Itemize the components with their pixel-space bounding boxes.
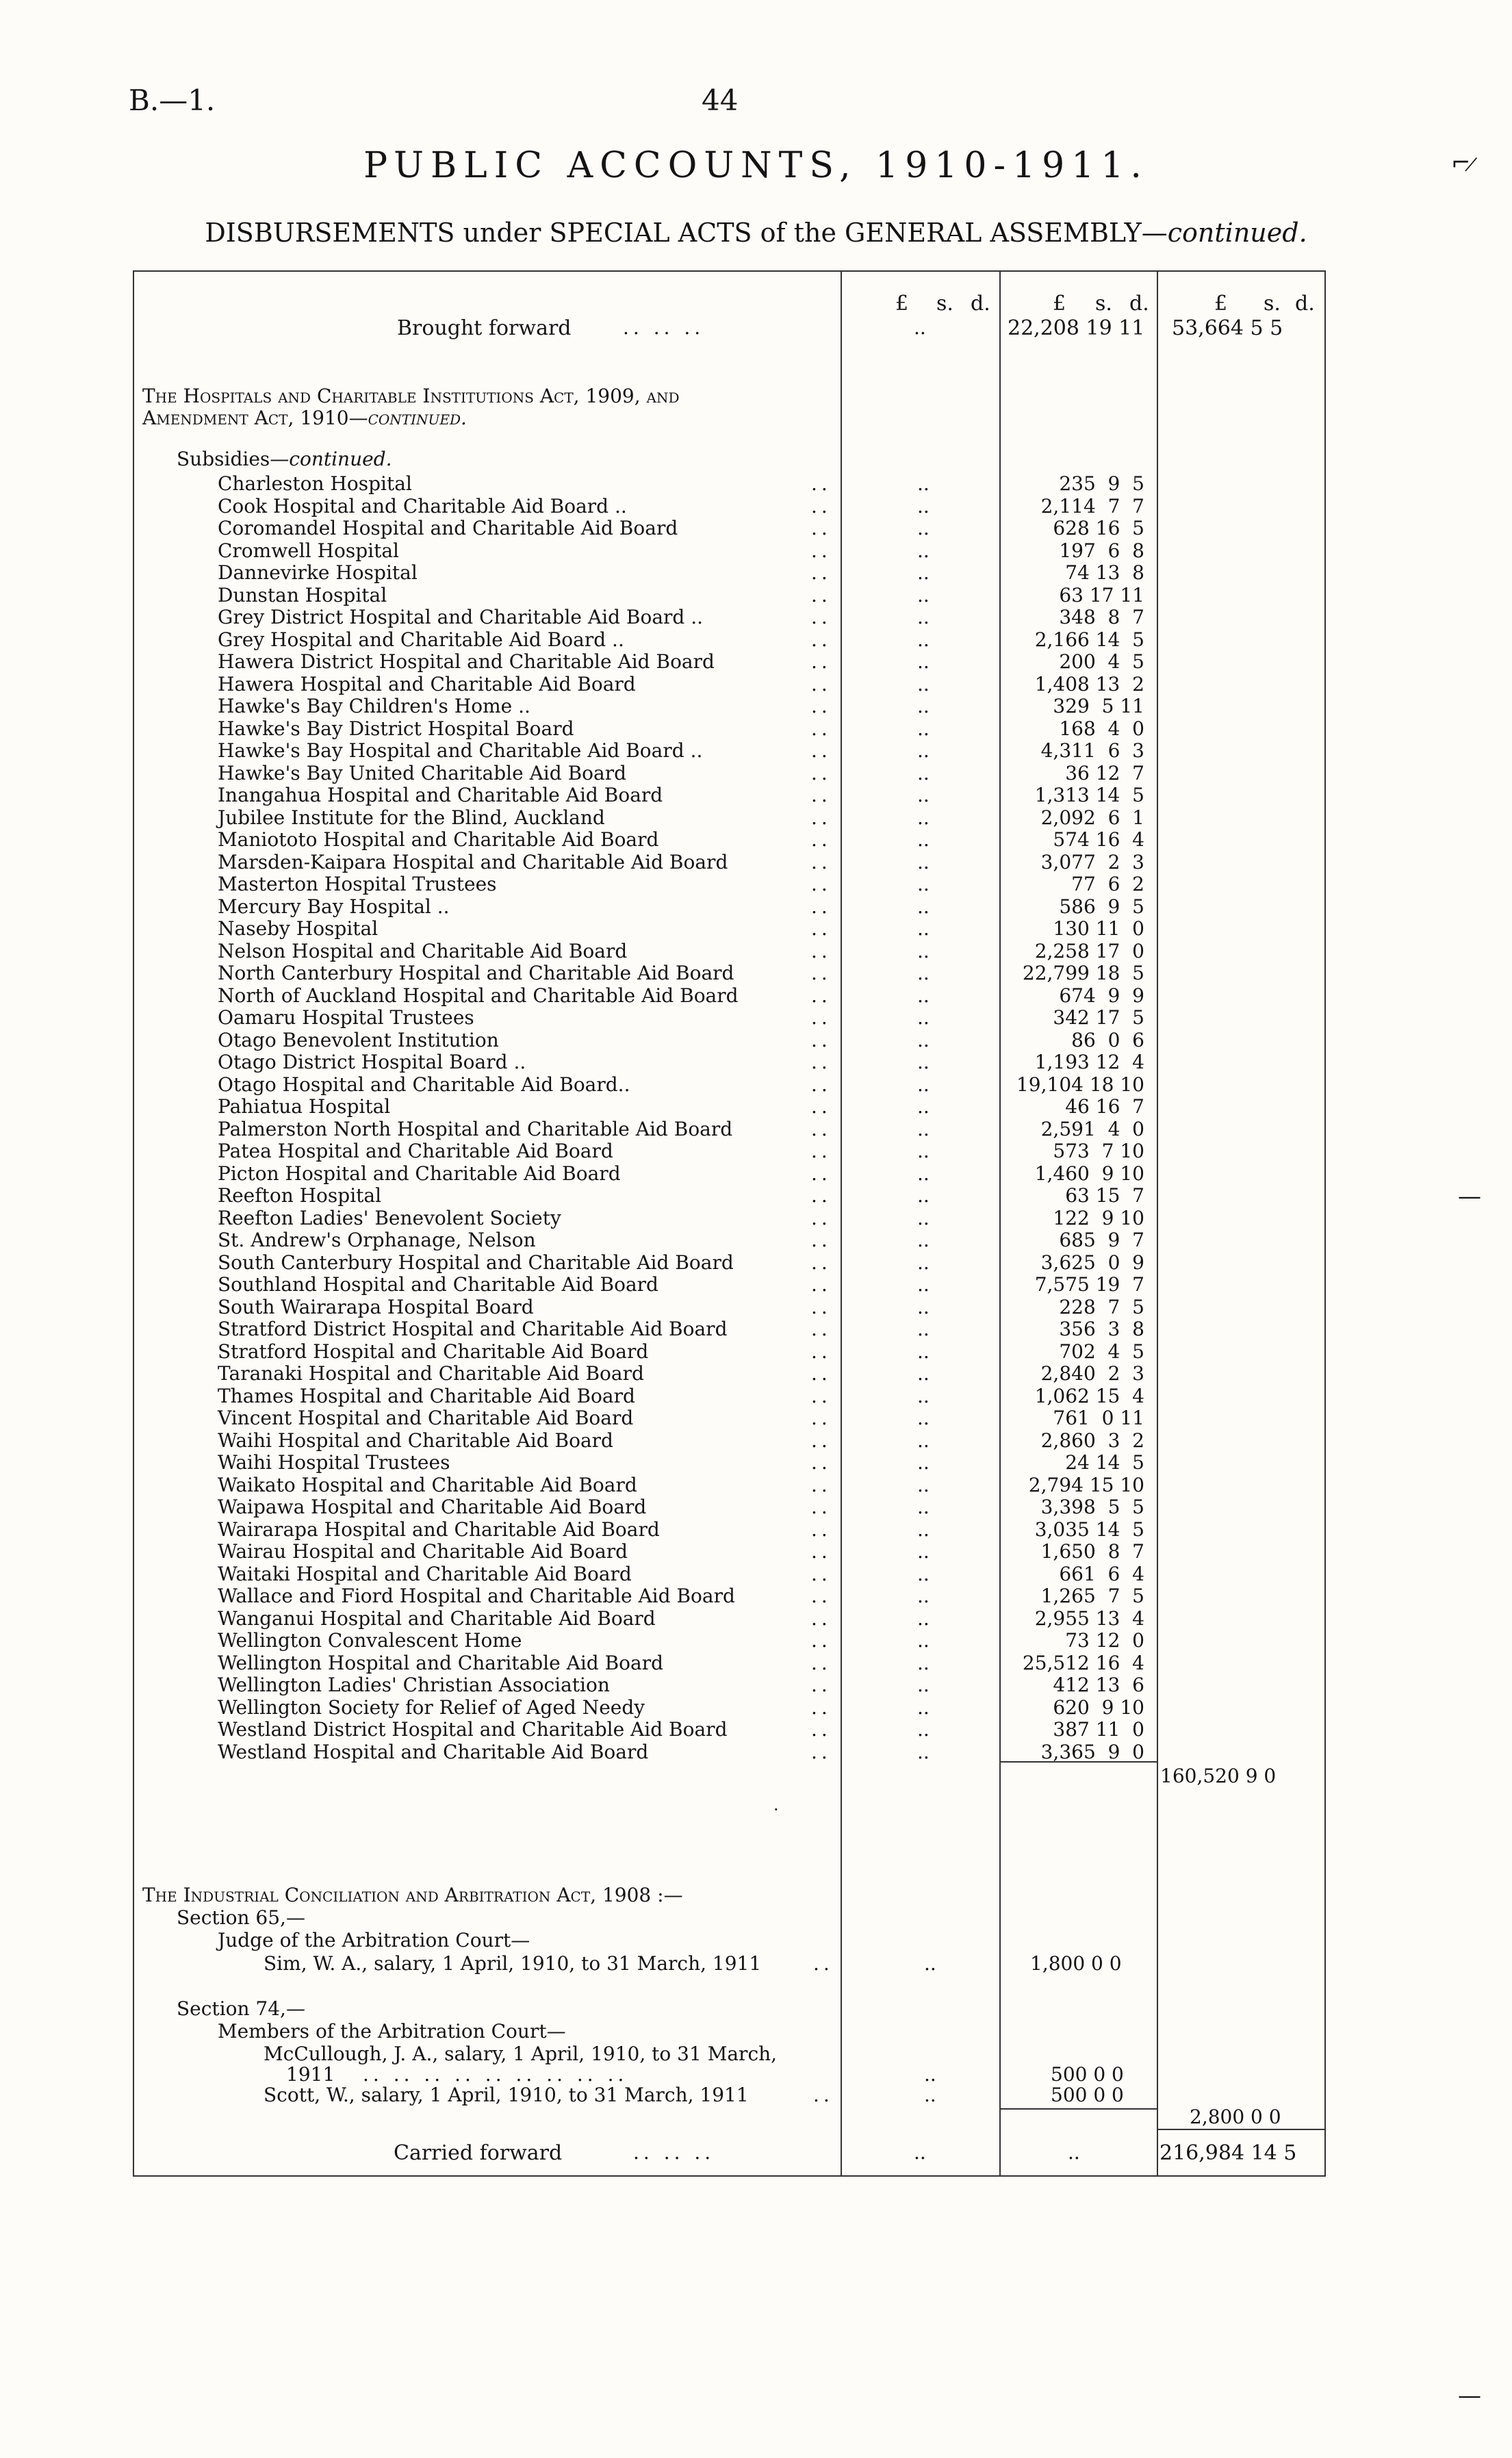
leader-dots: .. xyxy=(811,917,832,940)
leader-dots: .. xyxy=(811,962,832,984)
subsidy-amount: 197 6 8 xyxy=(1059,539,1144,562)
leader-dots: .. xyxy=(811,1073,832,1096)
leader-dots: .. xyxy=(811,1296,832,1318)
section74-label: Section 74,— xyxy=(177,1997,305,2020)
subsidy-amount: 2,860 3 2 xyxy=(1040,1429,1144,1452)
leader-dots: .. .. .. .. .. .. .. .. .. xyxy=(363,2063,628,2086)
scott-amount: 500 0 0 xyxy=(1051,2084,1124,2106)
subsidy-name: Hawke's Bay Hospital and Charitable Aid Board .. xyxy=(218,739,703,762)
subsidy-amount: 200 4 5 xyxy=(1059,650,1144,673)
leader-dots: .. xyxy=(811,628,832,651)
dots-col1: .. xyxy=(917,851,930,873)
subsidy-amount: 674 9 9 xyxy=(1059,984,1144,1007)
subsidy-amount: 25,512 16 4 xyxy=(1022,1652,1144,1674)
leader-dots: .. xyxy=(811,984,832,1007)
subsidy-amount: 1,062 15 4 xyxy=(1034,1385,1144,1407)
subsidy-amount: 168 4 0 xyxy=(1059,717,1144,740)
subsidy-name: Waitaki Hospital and Charitable Aid Board xyxy=(218,1563,632,1585)
subsidy-amount: 586 9 5 xyxy=(1059,895,1144,918)
subsidy-name: Otago District Hospital Board .. xyxy=(218,1051,526,1073)
dots-col1: .. xyxy=(917,917,930,940)
mccullough-line1: McCullough, J. A., salary, 1 April, 1910, to 31 March, xyxy=(264,2043,778,2065)
dots-col1: .. xyxy=(917,1407,930,1429)
subsidy-name: Stratford Hospital and Charitable Aid Board xyxy=(218,1340,649,1363)
leader-dots: .. xyxy=(811,695,832,717)
dots-col1: .. xyxy=(917,895,930,918)
col2-pence-head: d. xyxy=(1129,292,1149,316)
dots-col1: .. xyxy=(917,673,930,695)
subsidy-name: Vincent Hospital and Charitable Aid Board xyxy=(218,1407,634,1429)
leader-dots: .. .. .. xyxy=(633,2141,715,2164)
subsidy-name: Wanganui Hospital and Charitable Aid Board xyxy=(218,1607,656,1630)
leader-dots: .. xyxy=(811,717,832,740)
subsidy-name: Reefton Hospital xyxy=(218,1184,382,1207)
dots-col1: .. xyxy=(917,1006,930,1029)
subsidy-amount: 2,258 17 0 xyxy=(1034,940,1144,962)
dots-col1: .. xyxy=(917,584,930,606)
leader-dots: .. xyxy=(811,895,832,918)
dots-col1: .. xyxy=(917,1340,930,1363)
subsidy-name: South Canterbury Hospital and Charitable Aid Board xyxy=(218,1251,734,1274)
leader-dots: .. xyxy=(811,1273,832,1296)
leader-dots: .. xyxy=(811,1362,832,1385)
act1-total: 160,520 9 0 xyxy=(1160,1765,1277,1787)
subsidy-name: Inangahua Hospital and Charitable Aid Board xyxy=(218,784,663,806)
leader-dots: .. xyxy=(811,561,832,584)
subsidy-amount: 63 15 7 xyxy=(1065,1184,1144,1207)
subsidy-amount: 342 17 5 xyxy=(1053,1006,1144,1029)
dots-col1: .. xyxy=(917,873,930,895)
subsidy-name: Maniototo Hospital and Charitable Aid Board xyxy=(218,828,659,851)
table-bottom-rule xyxy=(133,2175,1326,2177)
subsidy-name: Wellington Hospital and Charitable Aid Board xyxy=(218,1652,664,1674)
mccullough-amount: 500 0 0 xyxy=(1051,2063,1124,2086)
subsidy-name: Cook Hospital and Charitable Aid Board .. xyxy=(218,495,627,517)
dots-col1: .. xyxy=(917,1140,930,1162)
members-label: Members of the Arbitration Court— xyxy=(218,2020,566,2043)
subsidy-name: Dunstan Hospital xyxy=(218,584,387,606)
subsidy-amount: 1,193 12 4 xyxy=(1034,1051,1144,1073)
subtitle-main: DISBURSEMENTS under SPECIAL ACTS of the GENERAL ASSEMBLY— xyxy=(205,218,1168,248)
subsidy-amount: 702 4 5 xyxy=(1059,1340,1144,1363)
dots-col1: .. xyxy=(917,1073,930,1096)
dots-col1: .. xyxy=(917,1184,930,1207)
dots-col1: .. xyxy=(917,472,930,495)
leader-dots: .. xyxy=(811,1385,832,1407)
subsidies-main: Subsidies— xyxy=(177,448,290,470)
subsidy-amount: 1,650 8 7 xyxy=(1040,1540,1144,1563)
leader-dots: .. xyxy=(811,517,832,539)
subsidies-italic: continued. xyxy=(289,448,392,470)
dots-col1: .. xyxy=(917,1095,930,1118)
subsidy-name: Picton Hospital and Charitable Aid Board xyxy=(218,1162,621,1185)
subsidy-name: South Wairarapa Hospital Board xyxy=(218,1296,534,1318)
leader-dots: .. xyxy=(811,1051,832,1073)
subsidy-name: Thames Hospital and Charitable Aid Board xyxy=(218,1385,635,1407)
brought-forward-col3: 53,664 5 5 xyxy=(1172,316,1283,340)
subsidy-name: Hawke's Bay United Charitable Aid Board xyxy=(218,762,627,784)
subsidy-amount: 3,077 2 3 xyxy=(1040,851,1144,873)
subsidy-name: Charleston Hospital xyxy=(218,472,412,495)
subsidy-amount: 3,398 5 5 xyxy=(1040,1496,1144,1518)
subsidy-name: Hawke's Bay District Hospital Board xyxy=(218,717,574,740)
leader-dots: .. xyxy=(811,1585,832,1607)
subsidy-amount: 2,794 15 10 xyxy=(1028,1474,1144,1496)
subsidy-name: Wairarapa Hospital and Charitable Aid Board xyxy=(218,1518,660,1541)
dots-col1: .. xyxy=(917,717,930,740)
leader-dots: .. xyxy=(811,1652,832,1674)
dots-col1: .. xyxy=(917,1540,930,1563)
table-left-rule xyxy=(133,270,134,2177)
subsidy-name: Hawke's Bay Children's Home .. xyxy=(218,695,530,717)
leader-dots: .. xyxy=(811,1607,832,1630)
leader-dots: .. xyxy=(811,851,832,873)
dots-col1: .. xyxy=(917,1429,930,1452)
dots-col1: .. xyxy=(917,762,930,784)
col3-pound-head: £ xyxy=(1214,292,1228,316)
subsidy-amount: 573 7 10 xyxy=(1053,1140,1144,1162)
leader-dots: .. xyxy=(811,1184,832,1207)
dots-col1: .. xyxy=(917,1741,930,1763)
subsidy-name: Jubilee Institute for the Blind, Auckland xyxy=(218,806,605,829)
subsidy-name: Grey District Hospital and Charitable Aid Board .. xyxy=(218,606,704,628)
dots-col1: .. xyxy=(917,1652,930,1674)
leader-dots: .. xyxy=(811,1207,832,1229)
leader-dots: .. xyxy=(811,1429,832,1452)
judge-label: Judge of the Arbitration Court— xyxy=(218,1929,530,1951)
dots-col1: .. xyxy=(917,1563,930,1585)
subsidy-name: Wellington Ladies' Christian Association xyxy=(218,1674,610,1696)
subsidy-name: Patea Hospital and Charitable Aid Board xyxy=(218,1140,613,1162)
subsidy-name: Hawera District Hospital and Charitable Aid Board xyxy=(218,650,715,673)
subsidy-amount: 19,104 18 10 xyxy=(1016,1073,1144,1096)
subsidy-amount: 628 16 5 xyxy=(1053,517,1144,539)
subsidy-name: Grey Hospital and Charitable Aid Board .. xyxy=(218,628,624,651)
carried-forward-col3: 216,984 14 5 xyxy=(1159,2141,1297,2165)
subsidy-name: North of Auckland Hospital and Charitable Aid Board xyxy=(218,984,739,1007)
subsidy-name: Taranaki Hospital and Charitable Aid Board xyxy=(218,1362,644,1385)
dots-col1: .. xyxy=(917,1162,930,1185)
leader-dots: .. xyxy=(811,1718,832,1741)
leader-dots: .. xyxy=(811,739,832,762)
leader-dots: .. xyxy=(811,1006,832,1029)
dots-col1: .. xyxy=(917,1229,930,1251)
dots-col1: .. xyxy=(917,1451,930,1474)
subsidy-name: Palmerston North Hospital and Charitable Aid Board xyxy=(218,1118,733,1140)
subsidy-amount: 1,460 9 10 xyxy=(1034,1162,1144,1185)
subsidy-name: Waikato Hospital and Charitable Aid Board xyxy=(218,1474,637,1496)
leader-dots: .. xyxy=(811,650,832,673)
leader-dots: .. xyxy=(811,1674,832,1696)
subsidy-amount: 574 16 4 xyxy=(1053,828,1144,851)
page-reference: B.—1. xyxy=(129,84,216,117)
subsidy-name: Westland Hospital and Charitable Aid Board xyxy=(218,1741,649,1763)
act1-title-line2-main: Amendment Act, 1910— xyxy=(142,407,368,429)
mccullough-line2: 1911 xyxy=(286,2063,335,2086)
dots-col1: .. xyxy=(917,1518,930,1541)
subsidy-amount: 661 6 4 xyxy=(1059,1563,1144,1585)
subsidy-amount: 130 11 0 xyxy=(1053,917,1144,940)
subsidy-amount: 620 9 10 xyxy=(1053,1696,1144,1719)
act1-subtotal-rule xyxy=(1001,1761,1157,1763)
subsidy-name: Mercury Bay Hospital .. xyxy=(218,895,450,918)
leader-dots: .. xyxy=(811,584,832,606)
subsidy-amount: 2,092 6 1 xyxy=(1040,806,1144,829)
dots-col1: .. xyxy=(917,539,930,562)
leader-dots: .. xyxy=(811,1251,832,1274)
leader-dots: .. xyxy=(811,1118,832,1140)
leader-dots: .. xyxy=(811,1140,832,1162)
subsidy-name: Otago Benevolent Institution xyxy=(218,1029,499,1051)
subsidy-amount: 63 17 11 xyxy=(1059,584,1144,606)
leader-dots: .. xyxy=(811,495,832,517)
leader-dots: .. xyxy=(811,673,832,695)
subsidy-amount: 2,840 2 3 xyxy=(1040,1362,1144,1385)
subtitle-italic: continued. xyxy=(1167,218,1307,248)
subsidy-amount: 3,035 14 5 xyxy=(1034,1518,1144,1541)
leader-dots: .. xyxy=(811,1318,832,1340)
col2-shilling-head: s. xyxy=(1095,292,1112,316)
margin-mark: — xyxy=(1458,1183,1481,1210)
dots-col1: .. xyxy=(917,1362,930,1385)
dots-col1: .. xyxy=(917,606,930,628)
subsidy-name: Oamaru Hospital Trustees xyxy=(218,1006,474,1029)
leader-dots: .. xyxy=(811,806,832,829)
subsidy-amount: 387 11 0 xyxy=(1053,1718,1144,1741)
leader-dots: .. xyxy=(811,1451,832,1474)
subsidy-amount: 77 6 2 xyxy=(1071,873,1144,895)
section65-label: Section 65,— xyxy=(177,1906,305,1929)
subsidy-name: Waihi Hospital Trustees xyxy=(218,1451,450,1474)
subsidy-name: Southland Hospital and Charitable Aid Board xyxy=(218,1273,658,1296)
dots-col1: .. xyxy=(917,1118,930,1140)
col1-shilling-head: s. xyxy=(936,292,953,316)
subsidy-amount: 356 3 8 xyxy=(1059,1318,1144,1340)
col3-shilling-head: s. xyxy=(1264,292,1281,316)
subsidy-amount: 3,365 9 0 xyxy=(1040,1741,1144,1763)
dots-col1: .. xyxy=(917,1629,930,1652)
leader-dots: .. xyxy=(811,1162,832,1185)
subsidy-name: Otago Hospital and Charitable Aid Board.. xyxy=(218,1073,630,1096)
dots-col1: .. xyxy=(917,1029,930,1051)
carried-forward-col1: .. xyxy=(914,2141,926,2164)
dots-col1: .. xyxy=(917,940,930,962)
margin-mark: — xyxy=(1458,2382,1481,2409)
act2-title: The Industrial Conciliation and Arbitration Act, 1908 :— xyxy=(142,1884,683,1906)
subsidy-amount: 73 12 0 xyxy=(1065,1629,1144,1652)
page-subtitle xyxy=(0,218,1512,248)
carried-forward-rule xyxy=(1158,2129,1324,2130)
act1-title-line2-italic: continued. xyxy=(368,407,467,429)
sim-line: Sim, W. A., salary, 1 April, 1910, to 31 March, 1911 xyxy=(264,1952,762,1975)
dots-col1: .. xyxy=(917,561,930,584)
subsidy-name: St. Andrew's Orphanage, Nelson xyxy=(218,1229,536,1251)
subsidy-name: Waipawa Hospital and Charitable Aid Board xyxy=(218,1496,647,1518)
leader-dots: .. xyxy=(811,828,832,851)
scott-line: Scott, W., salary, 1 April, 1910, to 31 March, 1911 xyxy=(264,2084,749,2106)
subsidy-amount: 2,955 13 4 xyxy=(1034,1607,1144,1630)
leader-dots: .. xyxy=(811,1474,832,1496)
subsidy-amount: 685 9 7 xyxy=(1059,1229,1144,1251)
leader-dots: .. xyxy=(811,940,832,962)
col1-pound-head: £ xyxy=(895,292,909,316)
page-number: 44 xyxy=(702,84,739,117)
brought-forward-col2: 22,208 19 11 xyxy=(1008,316,1145,340)
subsidy-amount: 22,799 18 5 xyxy=(1022,962,1144,984)
leader-dots: .. xyxy=(811,1696,832,1719)
subsidy-name: Dannevirke Hospital xyxy=(218,561,418,584)
dots-col1: .. xyxy=(917,628,930,651)
subsidy-amount: 228 7 5 xyxy=(1059,1296,1144,1318)
sim-amount: 1,800 0 0 xyxy=(1030,1952,1122,1975)
leader-dots: .. xyxy=(811,1563,832,1585)
dots-col1: .. xyxy=(917,1585,930,1607)
subsidy-name: Marsden-Kaipara Hospital and Charitable Aid Board xyxy=(218,851,728,873)
dots-col1: .. xyxy=(917,784,930,806)
col2-pound-head: £ xyxy=(1053,292,1066,316)
brought-forward-label: Brought forward xyxy=(397,316,572,340)
page-title: PUBLIC ACCOUNTS, 1910-1911. xyxy=(363,145,1149,186)
dots-col1: .. xyxy=(917,1207,930,1229)
leader-dots: .. xyxy=(811,1229,832,1251)
subsidy-name: Wellington Society for Relief of Aged Needy xyxy=(218,1696,645,1719)
dots-col1: .. xyxy=(917,495,930,517)
table-right-rule xyxy=(1324,270,1326,2177)
subsidy-amount: 2,591 4 0 xyxy=(1040,1118,1144,1140)
subsidy-name: Nelson Hospital and Charitable Aid Board xyxy=(218,940,628,962)
dots-col1: .. xyxy=(924,2084,936,2106)
dots-col1: .. xyxy=(924,2063,936,2086)
dots-col1: .. xyxy=(917,1474,930,1496)
leader-dots: .. xyxy=(811,539,832,562)
subsidies-label xyxy=(177,448,392,470)
dots-col1: .. xyxy=(917,517,930,539)
dots-col1: .. xyxy=(917,739,930,762)
dots-col1: .. xyxy=(917,1296,930,1318)
subsidy-amount: 4,311 6 3 xyxy=(1040,739,1144,762)
leader-dots: .. xyxy=(811,606,832,628)
col1-pence-head: d. xyxy=(971,292,990,316)
subsidy-name: Waihi Hospital and Charitable Aid Board xyxy=(218,1429,613,1452)
subsidy-amount: 235 9 5 xyxy=(1059,472,1144,495)
subsidy-amount: 2,166 14 5 xyxy=(1034,628,1144,651)
subsidy-amount: 3,625 0 9 xyxy=(1040,1251,1144,1274)
table-top-rule xyxy=(133,270,1326,272)
dots-col1: .. xyxy=(917,650,930,673)
subsidy-amount: 46 16 7 xyxy=(1065,1095,1144,1118)
dots-col1: .. xyxy=(924,1952,936,1975)
leader-dots: .. xyxy=(811,784,832,806)
subsidy-name: Hawera Hospital and Charitable Aid Board xyxy=(218,673,636,695)
act1-title-line1: The Hospitals and Charitable Institutions Act, 1909, and xyxy=(142,385,680,407)
leader-dots: .. xyxy=(811,873,832,895)
subsidy-amount: 7,575 19 7 xyxy=(1034,1273,1144,1296)
dots-col1: .. xyxy=(917,1051,930,1073)
subsidy-amount: 329 5 11 xyxy=(1053,695,1144,717)
leader-dots: .. xyxy=(811,1496,832,1518)
leader-dots: .. .. .. xyxy=(623,316,705,339)
subsidy-name: Naseby Hospital xyxy=(218,917,379,940)
subsidy-name: Wellington Convalescent Home xyxy=(218,1629,522,1652)
subsidy-amount: 348 8 7 xyxy=(1059,606,1144,628)
col3-pence-head: d. xyxy=(1295,292,1315,316)
col1-left-rule xyxy=(841,270,842,2177)
dots-col1: .. xyxy=(917,695,930,717)
carried-forward-label: Carried forward xyxy=(394,2141,563,2165)
leader-dots: .. xyxy=(811,762,832,784)
dots-col1: .. xyxy=(917,1718,930,1741)
subsidy-name: Wairau Hospital and Charitable Aid Board xyxy=(218,1540,628,1563)
subsidy-name: Stratford District Hospital and Charitable Aid Board xyxy=(218,1318,728,1340)
stray-mark: · xyxy=(773,1800,779,1819)
subsidy-amount: 36 12 7 xyxy=(1065,762,1144,784)
subsidy-amount: 74 13 8 xyxy=(1065,561,1144,584)
subsidy-amount: 412 13 6 xyxy=(1053,1674,1144,1696)
dots-col1: .. xyxy=(917,1696,930,1719)
dots-col1: .. xyxy=(917,984,930,1007)
leader-dots: .. xyxy=(811,1629,832,1652)
dots-col1: .. xyxy=(917,1674,930,1696)
subsidy-name: Masterton Hospital Trustees xyxy=(218,873,497,895)
subsidy-amount: 86 0 6 xyxy=(1071,1029,1144,1051)
dots-col1: .. xyxy=(917,1318,930,1340)
leader-dots: .. xyxy=(811,1540,832,1563)
dots-col1: .. xyxy=(917,962,930,984)
leader-dots: .. xyxy=(811,472,832,495)
col2-left-rule xyxy=(999,270,1001,2177)
subsidy-amount: 2,114 7 7 xyxy=(1040,495,1144,517)
subsidy-name: Cromwell Hospital xyxy=(218,539,399,562)
brought-forward-col1: .. xyxy=(914,316,926,339)
dots-col1: .. xyxy=(917,1273,930,1296)
col3-left-rule xyxy=(1157,270,1158,2177)
margin-mark: ⌐ ̷ xyxy=(1451,149,1478,177)
subsidy-name: Reefton Ladies' Benevolent Society xyxy=(218,1207,561,1229)
subsidy-name: Pahiatua Hospital xyxy=(218,1095,391,1118)
dots-col1: .. xyxy=(917,1251,930,1274)
subsidy-amount: 1,313 14 5 xyxy=(1034,784,1144,806)
carried-forward-col2: .. xyxy=(1068,2141,1080,2164)
leader-dots: .. xyxy=(813,1952,834,1975)
dots-col1: .. xyxy=(917,1496,930,1518)
dots-col1: .. xyxy=(917,1607,930,1630)
subsidy-name: North Canterbury Hospital and Charitable Aid Board xyxy=(218,962,734,984)
act2-subtotal-rule xyxy=(1001,2108,1157,2110)
subsidy-amount: 1,408 13 2 xyxy=(1034,673,1144,695)
subsidy-name: Coromandel Hospital and Charitable Aid Board xyxy=(218,517,678,539)
subsidy-name: Westland District Hospital and Charitable Aid Board xyxy=(218,1718,728,1741)
leader-dots: .. xyxy=(811,1407,832,1429)
leader-dots: .. xyxy=(811,1340,832,1363)
subsidy-amount: 122 9 10 xyxy=(1053,1207,1144,1229)
subsidy-name: Wallace and Fiord Hospital and Charitable Aid Board xyxy=(218,1585,735,1607)
leader-dots: .. xyxy=(811,1741,832,1763)
dots-col1: .. xyxy=(917,1385,930,1407)
act2-total: 2,800 0 0 xyxy=(1190,2105,1281,2128)
subsidy-amount: 1,265 7 5 xyxy=(1040,1585,1144,1607)
subsidy-amount: 761 0 11 xyxy=(1053,1407,1144,1429)
leader-dots: .. xyxy=(811,1518,832,1541)
dots-col1: .. xyxy=(917,828,930,851)
leader-dots: .. xyxy=(811,1029,832,1051)
leader-dots: .. xyxy=(813,2084,834,2106)
act1-title-line2 xyxy=(142,407,467,429)
dots-col1: .. xyxy=(917,806,930,829)
subsidy-amount: 24 14 5 xyxy=(1065,1451,1144,1474)
leader-dots: .. xyxy=(811,1095,832,1118)
